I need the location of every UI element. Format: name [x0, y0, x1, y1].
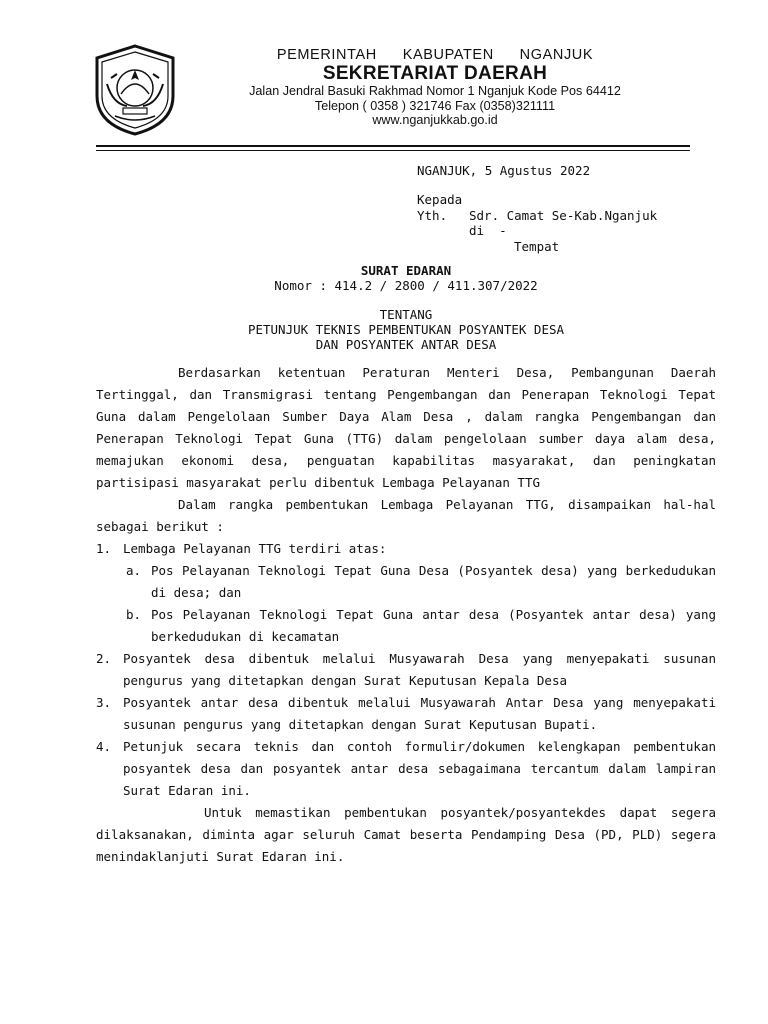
list-item-text: Posyantek desa dibentuk melalui Musyawarah Desa yang menyepakati susunan pengurus yang ditetapkan dengan Surat Keputusan Kepala Desa	[123, 651, 716, 688]
sub-item-text: Pos Pelayanan Teknologi Tepat Guna Desa (Posyantek desa) yang berkedudukan di desa; dan	[151, 563, 716, 600]
regency-emblem-icon	[93, 44, 177, 136]
yth-label: Yth.	[417, 207, 448, 223]
kepada-label: Kepada	[417, 192, 463, 207]
list-item	[96, 648, 716, 692]
paragraph-1: Berdasarkan ketentuan Peraturan Menteri Desa, Pembangunan Daerah Tertinggal, dan Transmigrasi tentang Pengembangan dan Penerapan Teknologi Tepat Guna dalam Pengelolaan Sumber Daya Alam Desa , dalam rangka Pengembangan dan Penerapan Teknologi Tepat Guna (TTG) dalam pengelolaan sumber daya alam desa, memajukan ekonomi desa, penguatan kapabilitas masyarakat, dan peningkatan partisipasi masyarakat perlu dibentuk Lembaga Pelayanan TTG	[96, 365, 716, 490]
sub-item-letter: a.	[126, 563, 142, 578]
letter-body	[96, 362, 716, 868]
office-website: www.nganjukkab.go.id	[372, 113, 498, 127]
letterhead-divider-thin	[96, 150, 690, 151]
list-item-text: Posyantek antar desa dibentuk melalui Musyawarah Antar Desa yang menyepakati susunan pengurus yang ditetapkan dengan Surat Keputusan Bupati.	[123, 695, 716, 732]
office-address: Jalan Jendral Basuki Rakhmad Nomor 1 Nganjuk Kode Pos 64412	[249, 84, 621, 98]
tempat-label: Tempat	[514, 238, 560, 254]
subject-block	[96, 307, 716, 352]
list-item-text: Petunjuk secara teknis dan contoh formulir/dokumen kelengkapan pembentukan posyantek desa dan posyantek antar desa sebagaimana tercantum dalam lampiran Surat Edaran ini.	[123, 739, 716, 798]
sub-item-text: Pos Pelayanan Teknologi Tepat Guna antar desa (Posyantek antar desa) yang berkedudukan di kecamatan	[151, 607, 716, 644]
di-label: di -	[469, 223, 507, 238]
office-name: SEKRETARIAT DAERAH	[322, 63, 548, 84]
office-phone: Telepon ( 0358 ) 321746 Fax (0358)321111	[314, 98, 556, 113]
sub-list-item	[96, 560, 716, 604]
points-list	[96, 538, 716, 802]
subject-tentang: TENTANG	[379, 307, 433, 322]
list-item-text: Lembaga Pelayanan TTG terdiri atas:	[123, 541, 387, 556]
subject-line-2: DAN POSYANTEK ANTAR DESA	[315, 337, 497, 352]
recipient-name: Sdr. Camat Se-Kab.Nganjuk	[469, 207, 658, 223]
circular-number: Nomor : 414.2 / 2800 / 411.307/2022	[274, 278, 538, 293]
letterhead-divider	[96, 145, 690, 147]
list-item-number: 1.	[96, 541, 112, 556]
circular-title: SURAT EDARAN	[360, 263, 452, 278]
sub-list-item	[96, 604, 716, 648]
list-item-number: 2.	[96, 651, 112, 666]
place-date: NGANJUK, 5 Agustus 2022	[417, 163, 591, 178]
letterhead	[180, 47, 690, 128]
list-item	[96, 692, 716, 736]
list-item-number: 4.	[96, 739, 112, 754]
sub-item-letter: b.	[126, 607, 142, 622]
government-name: PEMERINTAH KABUPATEN NGANJUK	[276, 47, 594, 63]
closing-paragraph: Untuk memastikan pembentukan posyantek/posyantekdes dapat segera dilaksanakan, diminta agar seluruh Camat beserta Pendamping Desa (PD, PLD) segera menindaklanjuti Surat Edaran ini.	[96, 805, 716, 864]
list-item	[96, 736, 716, 802]
list-item	[96, 538, 716, 560]
subject-line-1: PETUNJUK TEKNIS PEMBENTUKAN POSYANTEK DESA	[247, 322, 565, 337]
list-item-number: 3.	[96, 695, 112, 710]
paragraph-2: Dalam rangka pembentukan Lembaga Pelayanan TTG, disampaikan hal-hal sebagai berikut :	[96, 497, 716, 534]
